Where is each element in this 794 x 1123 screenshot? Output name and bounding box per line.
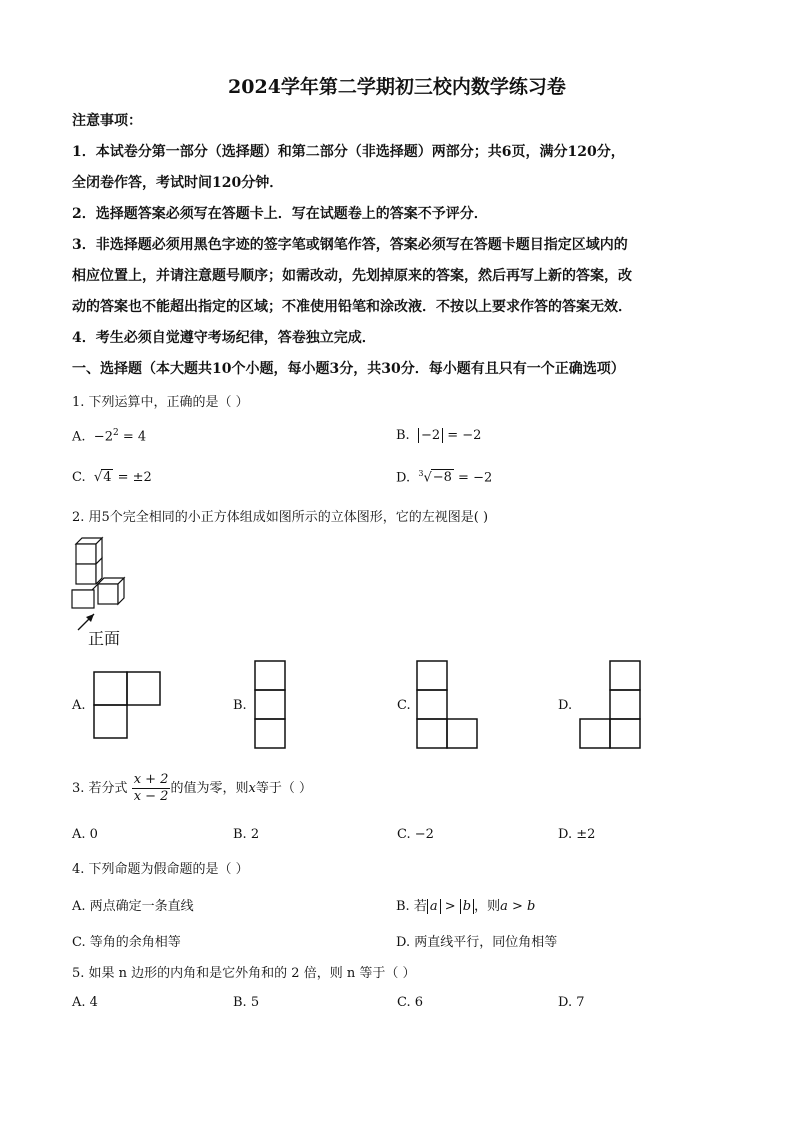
q5-option-a: A. 4 bbox=[72, 995, 98, 1010]
q4-stem: 4. 下列命题为假命题的是（ ） bbox=[72, 862, 249, 877]
q3-option-d: D. ±2 bbox=[558, 827, 596, 842]
q1-option-b: B. −2 = −2 bbox=[396, 428, 482, 443]
notice-line-5: 相应位置上，并请注意题号顺序；如需改动，先划掉原来的答案，然后再写上新的答案，改 bbox=[72, 268, 632, 284]
q1-stem: 1. 下列运算中，正确的是（ ） bbox=[72, 395, 249, 410]
q4-option-d: D. 两直线平行，同位角相等 bbox=[396, 935, 558, 950]
q4-option-c: C. 等角的余角相等 bbox=[72, 935, 181, 950]
q1-option-a: A. $-2^2 = 4$ bbox=[72, 428, 147, 445]
q2-option-d-label: D. bbox=[558, 698, 573, 713]
notice-line-7: 4．考生必须自觉遵守考场纪律，答卷独立完成． bbox=[72, 330, 376, 346]
notice-line-6: 动的答案也不能超出指定的区域；不准使用铅笔和涂改液．不按以上要求作答的答案无效． bbox=[72, 299, 632, 315]
q1-option-d: D. $^3$√−8 = −2 bbox=[396, 469, 493, 486]
notice-line-1: 1．本试卷分第一部分（选择题）和第二部分（非选择题）两部分；共6页，满分120分， bbox=[72, 144, 625, 160]
q5-option-c: C. 6 bbox=[397, 995, 424, 1010]
front-label: 正面 bbox=[88, 629, 121, 648]
notice-line-3: 2．选择题答案必须写在答题卡上．写在试题卷上的答案不予评分． bbox=[72, 206, 488, 222]
q1-option-c: C. √4 = ±2 bbox=[72, 470, 152, 485]
q2-option-a-label: A. bbox=[72, 698, 86, 713]
q3-option-b: B. 2 bbox=[233, 827, 260, 842]
q3-option-a: A. 0 bbox=[72, 827, 98, 842]
q2-3d-figure bbox=[66, 530, 146, 640]
q2-option-b-label: B. bbox=[233, 698, 247, 713]
q5-option-d: D. 7 bbox=[558, 995, 585, 1010]
q5-stem: 5. 如果 n 边形的内角和是它外角和的 2 倍，则 n 等于（ ） bbox=[72, 966, 416, 981]
notice-line-4: 3．非选择题必须用黑色字迹的签字笔或钢笔作答，答案必须写在答题卡题目指定区域内的 bbox=[72, 237, 628, 253]
q5-option-b: B. 5 bbox=[233, 995, 260, 1010]
q4-option-a: A. 两点确定一条直线 bbox=[72, 899, 194, 914]
q3-fraction: $\frac{x + 2}{x - 2}$ bbox=[133, 772, 169, 804]
q2-option-b-figure bbox=[254, 660, 288, 750]
q2-option-c-figure bbox=[416, 660, 480, 750]
q2-option-a-figure bbox=[93, 671, 163, 741]
q3-stem: 3. 若分式 $\frac{x + 2}{x - 2}$ 的值为零，则x等于（ ） bbox=[72, 772, 312, 804]
page-title: 2024学年第二学期初三校内数学练习卷 bbox=[228, 76, 566, 98]
q2-option-d-figure bbox=[579, 660, 643, 750]
q2-stem: 2. 用5个完全相同的小正方体组成如图所示的立体图形，它的左视图是( ) bbox=[72, 510, 489, 525]
notice-heading: 注意事项： bbox=[72, 113, 142, 129]
section-heading: 一、选择题（本大题共10个小题，每小题3分，共30分．每小题有且只有一个正确选项） bbox=[72, 361, 625, 377]
q4-option-b: B. 若 a > b ，则a > b bbox=[396, 899, 536, 914]
notice-line-2: 全闭卷作答，考试时间120分钟． bbox=[72, 175, 284, 191]
q3-option-c: C. −2 bbox=[397, 827, 434, 842]
q2-option-c-label: C. bbox=[397, 698, 411, 713]
